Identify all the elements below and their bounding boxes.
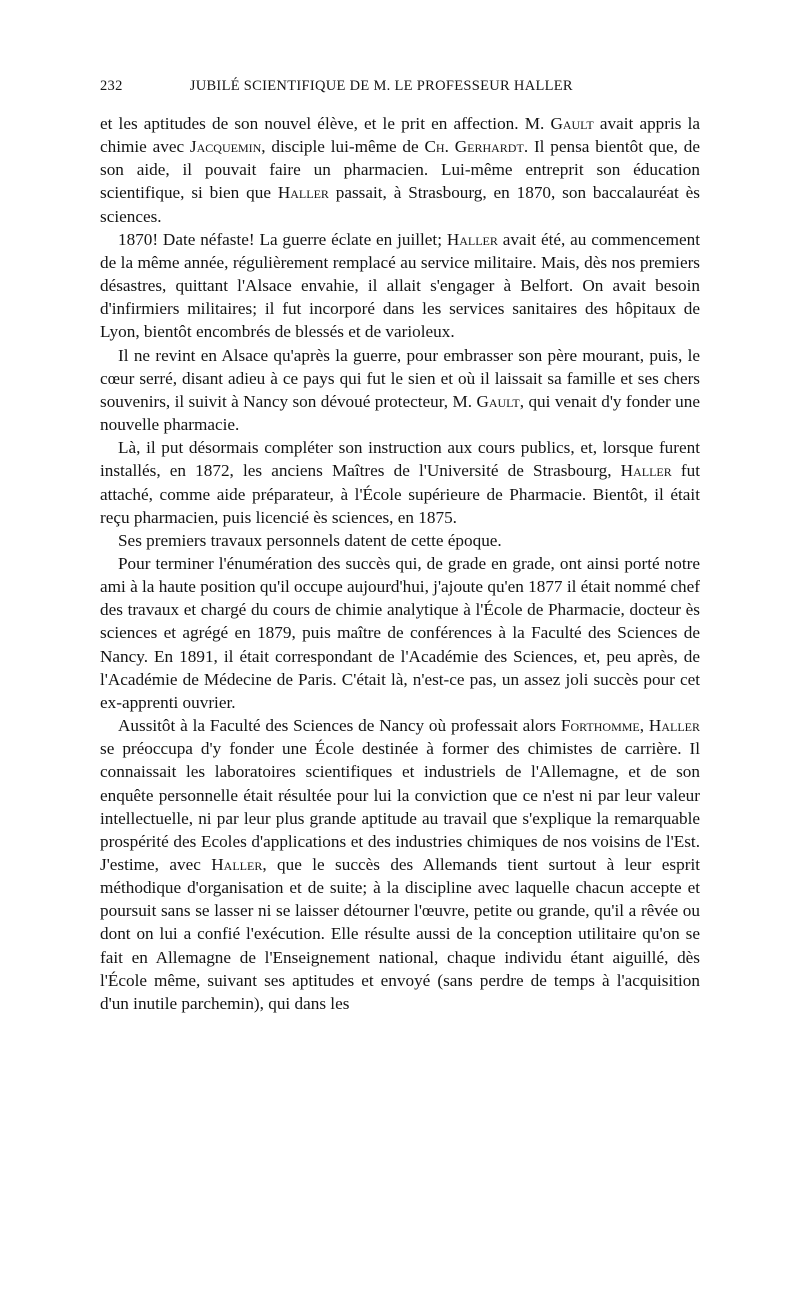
text-run: fut attaché, comme aide préparateur, à l'École supérieure de Pharmacie. Bientôt, il était reçu pharmacien, puis licencié ès sciences, en 1875. <box>100 461 701 527</box>
person-name: Haller <box>648 716 700 736</box>
person-name: Gault <box>476 391 520 411</box>
text-run: avait appris la chimie avec <box>100 114 701 157</box>
running-title: JUBILÉ SCIENTIFIQUE DE M. LE PROFESSEUR HALLER <box>189 78 573 94</box>
text-run: Aussitôt à la Faculté des Sciences de Nancy où professait alors <box>118 716 561 736</box>
text-run: , disciple lui-même de <box>261 137 425 157</box>
person-name: Haller <box>620 461 672 481</box>
paragraph <box>100 529 700 552</box>
text-run: Il ne revint en Alsace qu'après la guerre, pour embrasser son père mourant, puis, le cœur serré, disant adieu à ce pays qui fut le sien et où il laissait sa famille et ses chers souvenirs, il suivit à Nancy son dévoué protecteur, M. <box>100 345 700 411</box>
text-run: , <box>639 716 649 736</box>
paragraph <box>100 552 700 714</box>
text-run: Ses premiers travaux personnels datent de cette époque. <box>118 530 502 550</box>
text-run: avait été, au commencement de la même année, régulièrement remplacé au service militaire. Mais, dès nos premiers désastres, quittant l'Alsace envahie, il allait s'engager à Belfort. On avait besoin d'infirmiers militaires; il fut incorporé dans les services sanitaires des hôpitaux de Lyon, bientôt encombrés de blessés et de varioleux. <box>100 229 700 342</box>
paragraph <box>100 112 700 228</box>
person-name: Jacquemin <box>189 137 262 157</box>
person-name: Ch. Gerhardt <box>424 137 524 157</box>
paragraph <box>100 344 700 437</box>
text-run: Là, il put désormais compléter son instruction aux cours publics, et, lorsque furent installés, en 1872, les anciens Maîtres de l'Université de Strasbourg, <box>100 438 700 481</box>
text-run: , qui venait d'y fonder une nouvelle pharmacie. <box>100 391 700 435</box>
person-name: Haller <box>446 229 498 249</box>
running-header <box>100 78 700 112</box>
text-run: et les aptitudes de son nouvel élève, et le prit en affection. M. <box>100 114 551 133</box>
page-number: 232 <box>100 78 123 94</box>
text-run: se préoccupa d'y fonder une École destinée à former des chimistes de carrière. Il connaissait les laboratoires scientifiques et industriels de l'Allemagne, et de son enquête personnelle était résultée pour lui la conviction que ce n'est ni par leur valeur intellectuelle, ni par leur plus grande aptitude au travail que s'explique la remarquable prospérité des Ecoles d'applications et des industries chimiques de nos voisins de l'Est. J'estime, avec <box>100 739 700 874</box>
text-run: Pour terminer l'énumération des succès qui, de grade en grade, ont ainsi porté notre ami à la haute position qu'il occupe aujourd'hui, j'ajoute qu'en 1877 il était nommé chef des travaux et chargé du cours de chimie analytique à l'École de Pharmacie, docteur ès sciences et agrégé en 1879, puis maître de conférences à la Faculté des Sciences de Nancy. En 1891, il était correspondant de l'Académie des Sciences, et, peu après, de l'Académie de Médecine de Paris. C'était là, n'est-ce pas, un assez joli succès pour cet ex-apprenti ouvrier. <box>100 553 700 712</box>
person-name: Forthomme <box>560 716 640 736</box>
paragraph <box>100 228 700 344</box>
body-text <box>100 112 700 1015</box>
person-name: Gault <box>550 114 594 133</box>
text-run: , que le succès des Allemands tient surtout à leur esprit méthodique d'organisation et de suite; à la discipline avec laquelle chacun accepte et poursuit sans se lasser ni se laisser détourner l'œuvre, petite ou grande, qu'il a rêvée ou dont on lui a confié l'exécution. Elle résulte aussi de la conception utilitaire qu'on se fait en Allemagne de l'Enseignement national, chaque individu étant aiguillé, dès l'École même, suivant ses aptitudes et envoyé (sans perdre de temps à l'acquisition d'un inutile parchemin), qui dans les <box>100 855 700 1013</box>
paragraph <box>100 436 700 529</box>
book-page <box>100 78 700 1015</box>
person-name: Haller <box>211 855 263 874</box>
person-name: Haller <box>277 183 329 203</box>
text-run: passait, à Strasbourg, en 1870, son baccalauréat ès sciences. <box>100 183 700 226</box>
paragraph <box>100 714 700 1015</box>
text-run: 1870! Date néfaste! La guerre éclate en juillet; <box>118 229 447 249</box>
text-run: . Il pensa bientôt que, de son aide, il pouvait faire un pharmacien. Lui-même entreprit son éducation scientifique, si bien que <box>100 137 700 203</box>
